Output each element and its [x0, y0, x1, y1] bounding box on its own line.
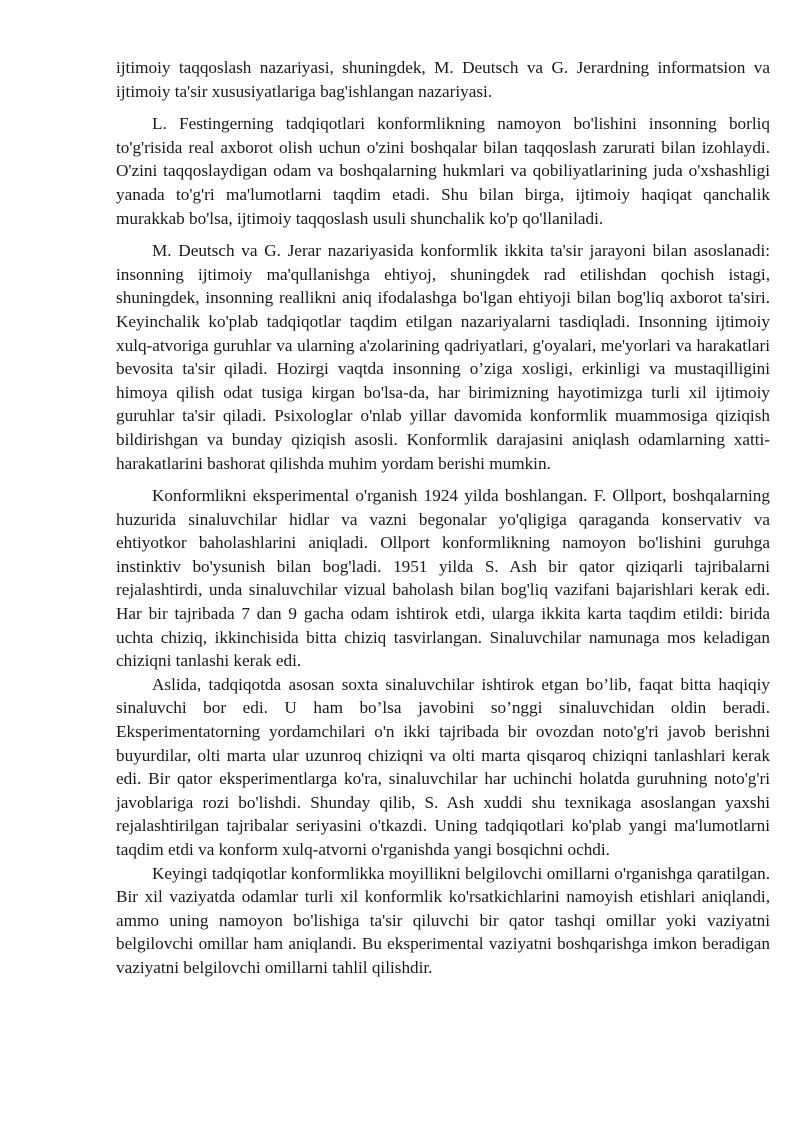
- paragraph-ash-experiment: Aslida, tadqiqotda asosan soxta sinaluvchilar ishtirok etgan bo’lib, faqat bitta haqiqiy sinaluvchi bor edi. U ham bo’lsa javobini so’nggi sinaluvchidan oldin beradi. Eksperimentatorning yordamchilari o'n ikki tajribada bir ovozdan noto'g'ri javob berishni buyurdilar, olti marta ular uzunroq chiziqni va olti marta qisqaroq chiziqni tanlashlari kerak edi. Bir qator eksperimentlarga ko'ra, sinaluvchilar har uchinchi holatda guruhning noto'g'ri javoblariga rozi bo'lishdi. Shunday qilib, S. Ash xuddi shu texnikaga asoslangan yaxshi rejalashtirilgan tajribalar seriyasini o'tkazdi. Uning tadqiqotlari ko'plab yangi ma'lumotlarni taqdim etdi va konform xulq-atvorni o'rganishda yangi bosqichni ochdi.: [116, 674, 770, 859]
- paragraph-further-research: Keyingi tadqiqotlar konformlikka moyillikni belgilovchi omillarni o'rganishga qaratilgan. Bir xil vaziyatda odamlar turli xil konformlik ko'rsatkichlarini namoyish etishlari aniqlandi, ammo uning namoyon bo'lishiga ta'sir qiluvchi bir qator tashqi omillar yoki vaziyatni belgilovchi omillar ham aniqlandi. Bu eksperimental vaziyatni boshqarishga imkon beradigan vaziyatni belgilovchi omillarni tahlil qilishdir.: [116, 863, 770, 977]
- paragraph-festinger: L. Festingerning tadqiqotlari konformlikning namoyon bo'lishini insonning borliq to'g'risida real axborot olish uchun o'zini boshqalar bilan taqqoslash zarurati bilan izohlaydi. O'zini taqqoslaydigan odam va boshqalarning hukmlari va qobiliyatlarining juda o'xshashligi yanada to'g'ri ma'lumotlarni taqdim etadi. Shu bilan birga, ijtimoiy haqiqat qanchalik murakkab bo'lsa, ijtimoiy taqqoslash usuli shunchalik ko'p qo'llaniladi.: [116, 114, 770, 228]
- document-page: [116, 56, 770, 980]
- paragraph-continuation: ijtimoiy taqqoslash nazariyasi, shuningdek, M. Deutsch va G. Jerardning informatsion va ijtimoiy ta'sir xususiyatlariga bag'ishlangan nazariyasi.: [116, 58, 770, 101]
- paragraph-ollport-ash: Konformlikni eksperimental o'rganish 1924 yilda boshlangan. F. Ollport, boshqalarning huzurida sinaluvchilar hidlar va vazni begonalar yo'qligiga qaraganda konservativ va ehtiyotkor baholashlarini aniqladi. Ollport konformlikning namoyon bo'lishini guruhga instinktiv bo'ysunish bilan bog'ladi. 1951 yilda S. Ash bir qator qiziqarli tajribalarni rejalashtirdi, unda sinaluvchilar vizual baholash bilan bog'liq vazifani bajarishlari kerak edi. Har bir tajribada 7 dan 9 gacha odam ishtirok etdi, ularga ikkita karta taqdim etildi: birida uchta chiziq, ikkinchisida bitta chiziq tasvirlangan. Sinaluvchilar namunaga mos keladigan chiziqni tanlashi kerak edi.: [116, 486, 770, 671]
- paragraph-deutsch-jerar: M. Deutsch va G. Jerar nazariyasida konformlik ikkita ta'sir jarayoni bilan asoslanadi: insonning ijtimoiy ma'qullanishga ehtiyoj, shuningdek rad etilishdan qochish istagi, shuningdek, insonning reallikni aniq ifodalashga bo'lgan ehtiyoji bilan bog'liq axborot ta'siri. Keyinchalik ko'plab tadqiqotlar taqdim etilgan nazariyalarni tasdiqladi. Insonning ijtimoiy xulq-atvoriga guruhlar va ularning a'zolarining qadriyatlari, g'oyalari, me'yorlari va harakatlari bevosita ta'sir qiladi. Hozirgi vaqtda insonning o’ziga xosligi, erkinligi va mustaqilligini himoya qilish odat tusiga kirgan bo'lsa-da, har birimizning hayotimizga turli xil ijtimoiy guruhlar ta'sir qiladi. Psixologlar o'nlab yillar davomida konformlik muammosiga qiziqish bildirishgan va bunday qiziqish asosli. Konformlik darajasini aniqlash odamlarning xatti-harakatlarini bashorat qilishda muhim yordam berishi mumkin.: [116, 241, 770, 473]
